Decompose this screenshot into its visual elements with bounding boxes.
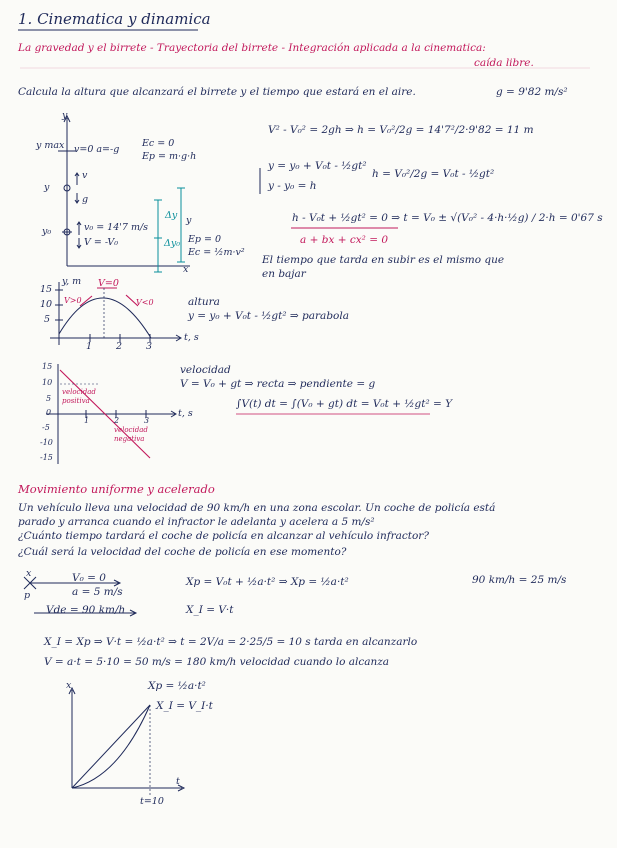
gy-text-2: y = y₀ + V₀t - ½gt² ⇒ parabola bbox=[188, 310, 349, 322]
eq-h-expansion: h = V₀²/2g = V₀t - ½gt² bbox=[372, 168, 495, 180]
d1-top-state: v=0 a=-g bbox=[74, 144, 120, 155]
gv-tick-m15: -15 bbox=[40, 453, 53, 462]
eq-quadratic: h - V₀t + ½gt² = 0 ⇒ t = V₀ ± √(V₀² - 4·h·½g) / 2·h = 0'67 s bbox=[292, 212, 603, 224]
eq-general-form: a + bx + cx² = 0 bbox=[300, 234, 389, 246]
delta-y-bracket bbox=[154, 188, 185, 272]
gx-ylabel: x bbox=[66, 680, 72, 691]
gy-v0: V=0 bbox=[98, 278, 119, 289]
d1-delta-y0: Δy₀ bbox=[164, 238, 181, 249]
graph-v bbox=[46, 364, 176, 464]
s2-p1: Un vehículo lleva una velocidad de 90 km/h en una zona escolar. Un coche de policía está bbox=[18, 502, 496, 514]
note-line-1: El tiempo que tarda en subir es el mismo que bbox=[262, 254, 505, 266]
gx-xi-line: X_I = V_I·t bbox=[156, 700, 213, 712]
eq-height: V² - V₀² = 2gh ⇒ h = V₀²/2g = 14'7²/2·9'82 = 11 m bbox=[268, 124, 534, 136]
section-title: 1. Cinematica y dinamica bbox=[18, 10, 211, 28]
gv-text-3: ∫V(t) dt = ∫(V₀ + gt) dt = V₀t + ½gt² = Y bbox=[236, 398, 453, 410]
d1-y0: y₀ bbox=[42, 226, 52, 237]
d1-g: g bbox=[82, 194, 89, 205]
s2-vde: Vde = 90 km/h bbox=[46, 604, 126, 616]
s2-v0: V₀ = 0 bbox=[72, 572, 106, 584]
s2-x-label: x bbox=[26, 568, 32, 579]
d1-y-side: y bbox=[186, 215, 192, 226]
s2-result-2: V = a·t = 5·10 = 50 m/s = 180 km/h velocidad cuando lo alcanza bbox=[44, 656, 390, 668]
gv-tick-x2: 2 bbox=[114, 416, 120, 425]
s2-p4: ¿Cuál será la velocidad del coche de policía en ese momento? bbox=[18, 546, 347, 558]
d1-end: V = -V₀ bbox=[84, 237, 119, 248]
xi-line bbox=[72, 705, 150, 788]
gy-ylabel: y, m bbox=[62, 276, 82, 287]
s2-xi: X_I = V·t bbox=[186, 604, 234, 616]
gy-xlabel: t, s bbox=[184, 332, 199, 343]
gy-tick-10: 10 bbox=[40, 299, 53, 310]
problem-statement: Calcula la altura que alcanzará el birrete y el tiempo que estará en el aire. bbox=[18, 86, 416, 98]
d1-top-ec: Ec = 0 bbox=[142, 138, 175, 149]
gv-tick-m5: -5 bbox=[42, 423, 50, 432]
s2-result-1: X_I = Xp ⇒ V·t = ½a·t² ⇒ t = 2V/a = 2·25/5 = 10 s tarda en alcanzarlo bbox=[44, 636, 418, 648]
gv-tick-x3: 3 bbox=[144, 416, 150, 425]
gx-xp-curve: Xp = ½a·t² bbox=[148, 680, 206, 692]
gy-tick-15: 15 bbox=[40, 284, 53, 295]
v-arrow bbox=[75, 173, 79, 185]
d1-delta-y: Δy bbox=[165, 210, 178, 221]
d1-v: v bbox=[82, 170, 88, 181]
s2-p3: ¿Cuánto tiempo tardará el coche de policía en alcanzar al vehículo infractor? bbox=[18, 530, 429, 542]
gy-vneg: V<0 bbox=[136, 298, 154, 307]
d1-axis-x: x bbox=[183, 264, 189, 275]
subtitle-line-2: caída libre. bbox=[474, 57, 534, 69]
d1-y: y bbox=[44, 182, 50, 193]
gv-tick-0: 0 bbox=[46, 408, 52, 417]
g-arrow bbox=[75, 193, 79, 203]
subtitle-line-1: La gravedad y el birrete - Trayectoria del birrete - Integración aplicada a la cinematica: bbox=[18, 42, 486, 54]
s2-conv: 90 km/h = 25 m/s bbox=[472, 574, 567, 586]
gv-xlabel: t, s bbox=[178, 408, 193, 419]
gy-text-1: altura bbox=[188, 296, 220, 308]
gy-tick-5: 5 bbox=[44, 314, 51, 325]
gv-label-pos: velocidad positiva bbox=[62, 388, 96, 405]
note-line-2: en bajar bbox=[262, 268, 306, 280]
gv-tick-5: 5 bbox=[46, 394, 52, 403]
gx-t-mark: t=10 bbox=[140, 796, 164, 807]
gv-text-2: V = V₀ + gt ⇒ recta ⇒ pendiente = g bbox=[180, 378, 376, 390]
section2-title: Movimiento uniforme y acelerado bbox=[18, 482, 215, 496]
s2-xp: Xp = V₀t + ½a·t² ⇒ Xp = ½a·t² bbox=[186, 576, 349, 588]
d1-axis-y: y bbox=[62, 110, 68, 121]
d1-bottom-ec: Ec = ½m·v² bbox=[188, 247, 245, 258]
d1-top-ep: Ep = m·g·h bbox=[142, 151, 197, 162]
d1-bottom-ep: Ep = 0 bbox=[188, 234, 222, 245]
d1-ymax: y max bbox=[36, 140, 65, 151]
gy-tick-x1: 1 bbox=[86, 341, 93, 352]
graph-y bbox=[50, 282, 181, 345]
gv-tick-15: 15 bbox=[42, 362, 53, 371]
gy-tick-x3: 3 bbox=[146, 341, 153, 352]
gx-xlabel: t bbox=[176, 776, 180, 787]
gv-label-neg: velocidad negativa bbox=[114, 426, 148, 443]
gravity-value: g = 9'82 m/s² bbox=[496, 86, 568, 98]
s2-p2: parado y arranca cuando el infractor le adelanta y acelera a 5 m/s² bbox=[18, 516, 375, 528]
gy-vpos: V>0 bbox=[64, 296, 82, 305]
eq-displacement: y - y₀ = h bbox=[268, 180, 317, 192]
gv-tick-10: 10 bbox=[42, 378, 53, 387]
gv-tick-x1: 1 bbox=[84, 416, 90, 425]
eq-position: y = y₀ + V₀t - ½gt² bbox=[268, 160, 367, 172]
gv-tick-m10: -10 bbox=[40, 438, 53, 447]
d1-start: v₀ = 14'7 m/s bbox=[84, 222, 149, 233]
gy-tick-x2: 2 bbox=[116, 341, 123, 352]
s2-a: a = 5 m/s bbox=[72, 586, 123, 598]
s2-p-label: p bbox=[24, 590, 31, 601]
gv-text-1: velocidad bbox=[180, 364, 231, 376]
